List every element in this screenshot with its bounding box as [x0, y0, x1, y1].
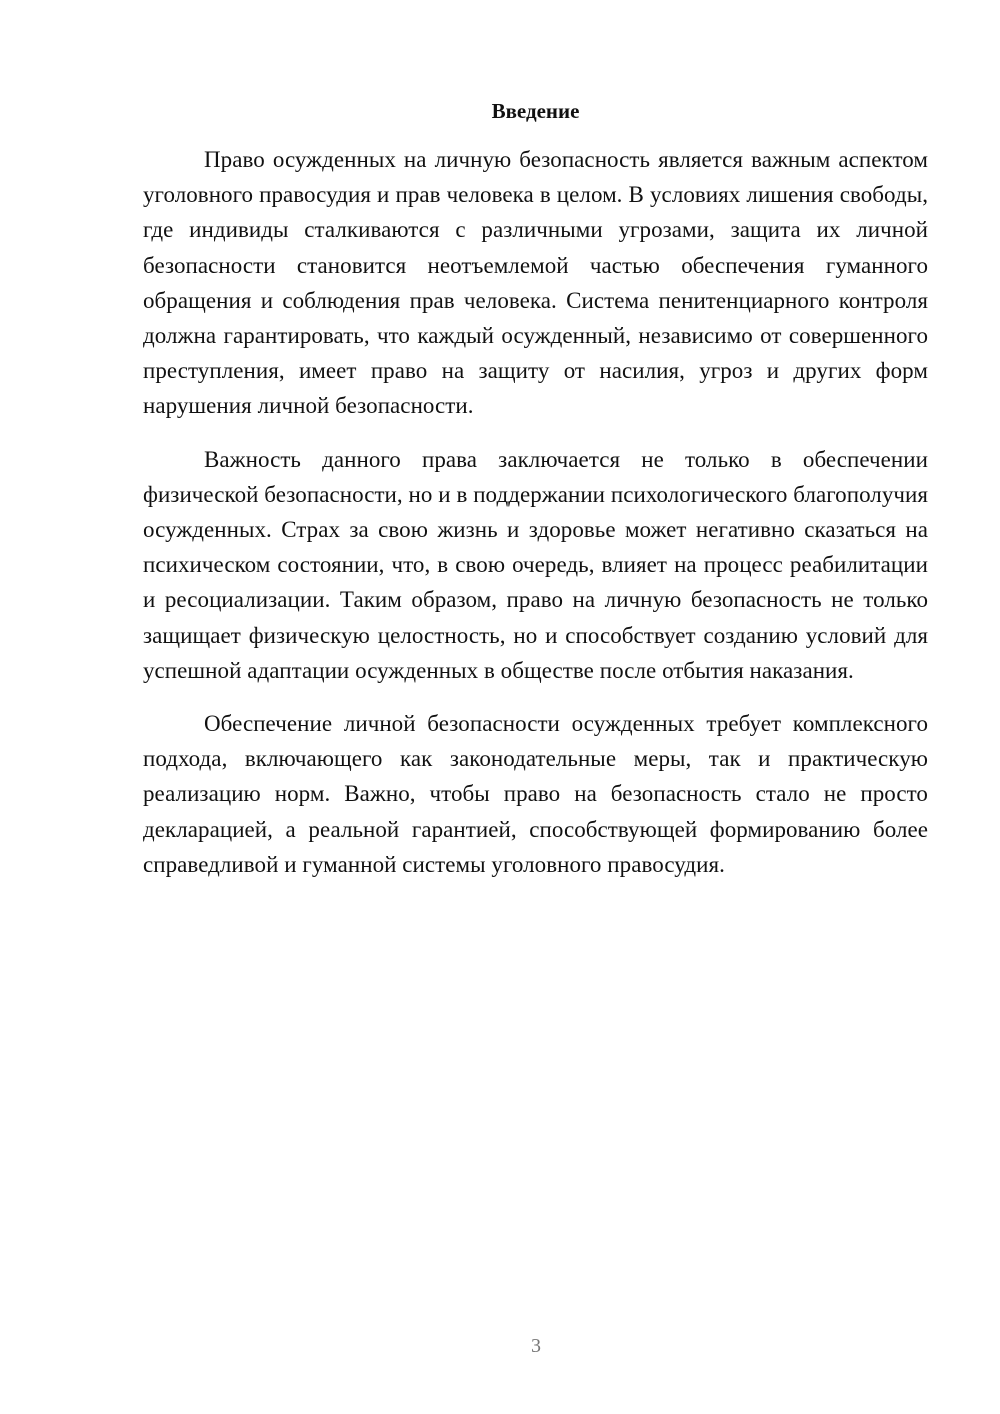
page-content — [143, 94, 928, 900]
paragraph-1: Право осужденных на личную безопасность является важным аспектом уголовного правосудия и прав человека в целом. В условиях лишения свободы, где индивиды сталкиваются с различными угрозами, защита их личной безопасности становится неотъемлемой частью обеспечения гуманного обращения и соблюдения прав человека. Система пенитенциарного контроля должна гарантировать, что каждый осужденный, независимо от совершенного преступления, имеет право на защиту от насилия, угроз и других форм нарушения личной безопасности. — [143, 147, 928, 419]
paragraph-3: Обеспечение личной безопасности осужденных требует комплексного подхода, включающего как законодательные меры, так и практическую реализацию норм. Важно, чтобы право на безопасность стало не просто декларацией, а реальной гарантией, способствующей формированию более справедливой и гуманной системы уголовного правосудия. — [143, 711, 928, 877]
page-number: 3 — [531, 1335, 541, 1357]
paragraph-2: Важность данного права заключается не только в обеспечении физической безопасности, но и в поддержании психологического благополучия осужденных. Страх за свою жизнь и здоровье может негативно сказаться на психическом состоянии, что, в свою очередь, влияет на процесс реабилитации и ресоциализации. Таким образом, право на личную безопасность не только защищает физическую целостность, но и способствует созданию условий для успешной адаптации осужденных в обществе после отбытия наказания. — [143, 446, 928, 683]
section-title: Введение — [491, 99, 580, 123]
